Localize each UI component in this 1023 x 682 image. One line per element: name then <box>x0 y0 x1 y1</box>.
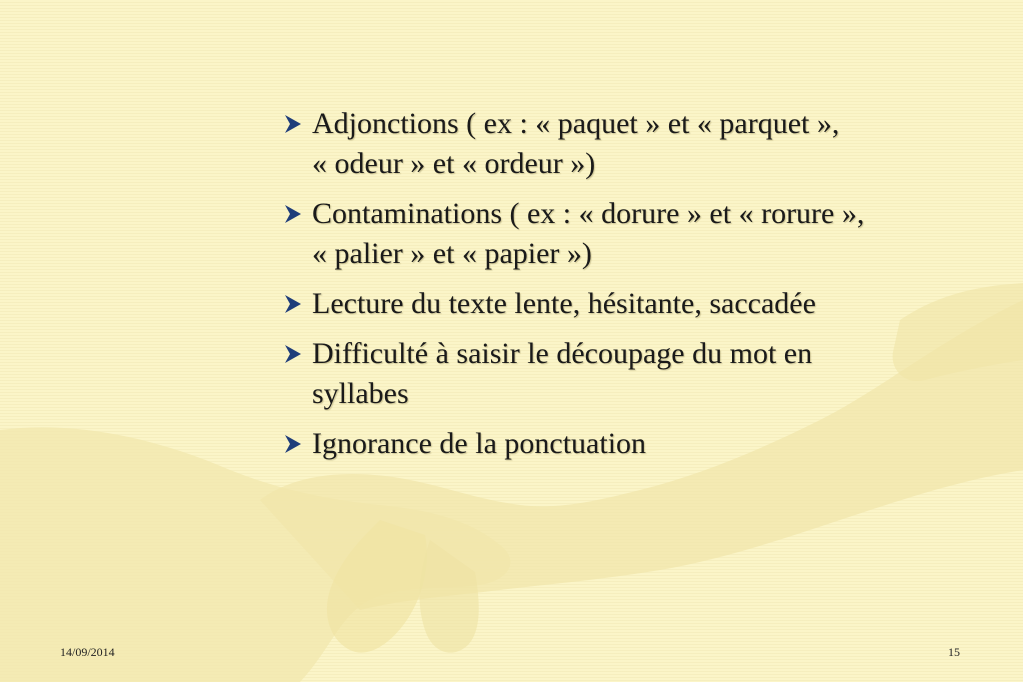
bullet-text <box>312 194 864 274</box>
bullet-line: Difficulté à saisir le découpage du mot en <box>312 337 813 370</box>
bullet-text <box>312 104 839 184</box>
arrow-right-icon <box>282 194 312 230</box>
bullet-line: « palier » et « papier ») <box>312 237 592 270</box>
bullet-text <box>312 334 812 414</box>
page-number: 15 <box>948 645 960 659</box>
bullet-line: Contaminations ( ex : « dorure » et « rorure », <box>312 197 865 230</box>
bullet-text <box>312 284 816 324</box>
list-item <box>282 334 962 414</box>
list-item <box>282 284 962 324</box>
footer-date: 14/09/2014 <box>60 645 115 659</box>
bullet-line: Lecture du texte lente, hésitante, saccadée <box>312 287 816 320</box>
arrow-right-icon <box>282 104 312 140</box>
bullet-line: Ignorance de la ponctuation <box>312 427 647 460</box>
bullet-text <box>312 424 646 464</box>
arrow-right-icon <box>282 284 312 320</box>
list-item <box>282 194 962 274</box>
list-item <box>282 104 962 184</box>
bullet-line: syllabes <box>312 377 409 410</box>
bullet-line: Adjonctions ( ex : « paquet » et « parquet », <box>312 107 840 140</box>
bullet-list <box>282 104 962 474</box>
arrow-right-icon <box>282 334 312 370</box>
list-item <box>282 424 962 464</box>
arrow-right-icon <box>282 424 312 460</box>
bullet-line: « odeur » et « ordeur ») <box>312 147 596 180</box>
